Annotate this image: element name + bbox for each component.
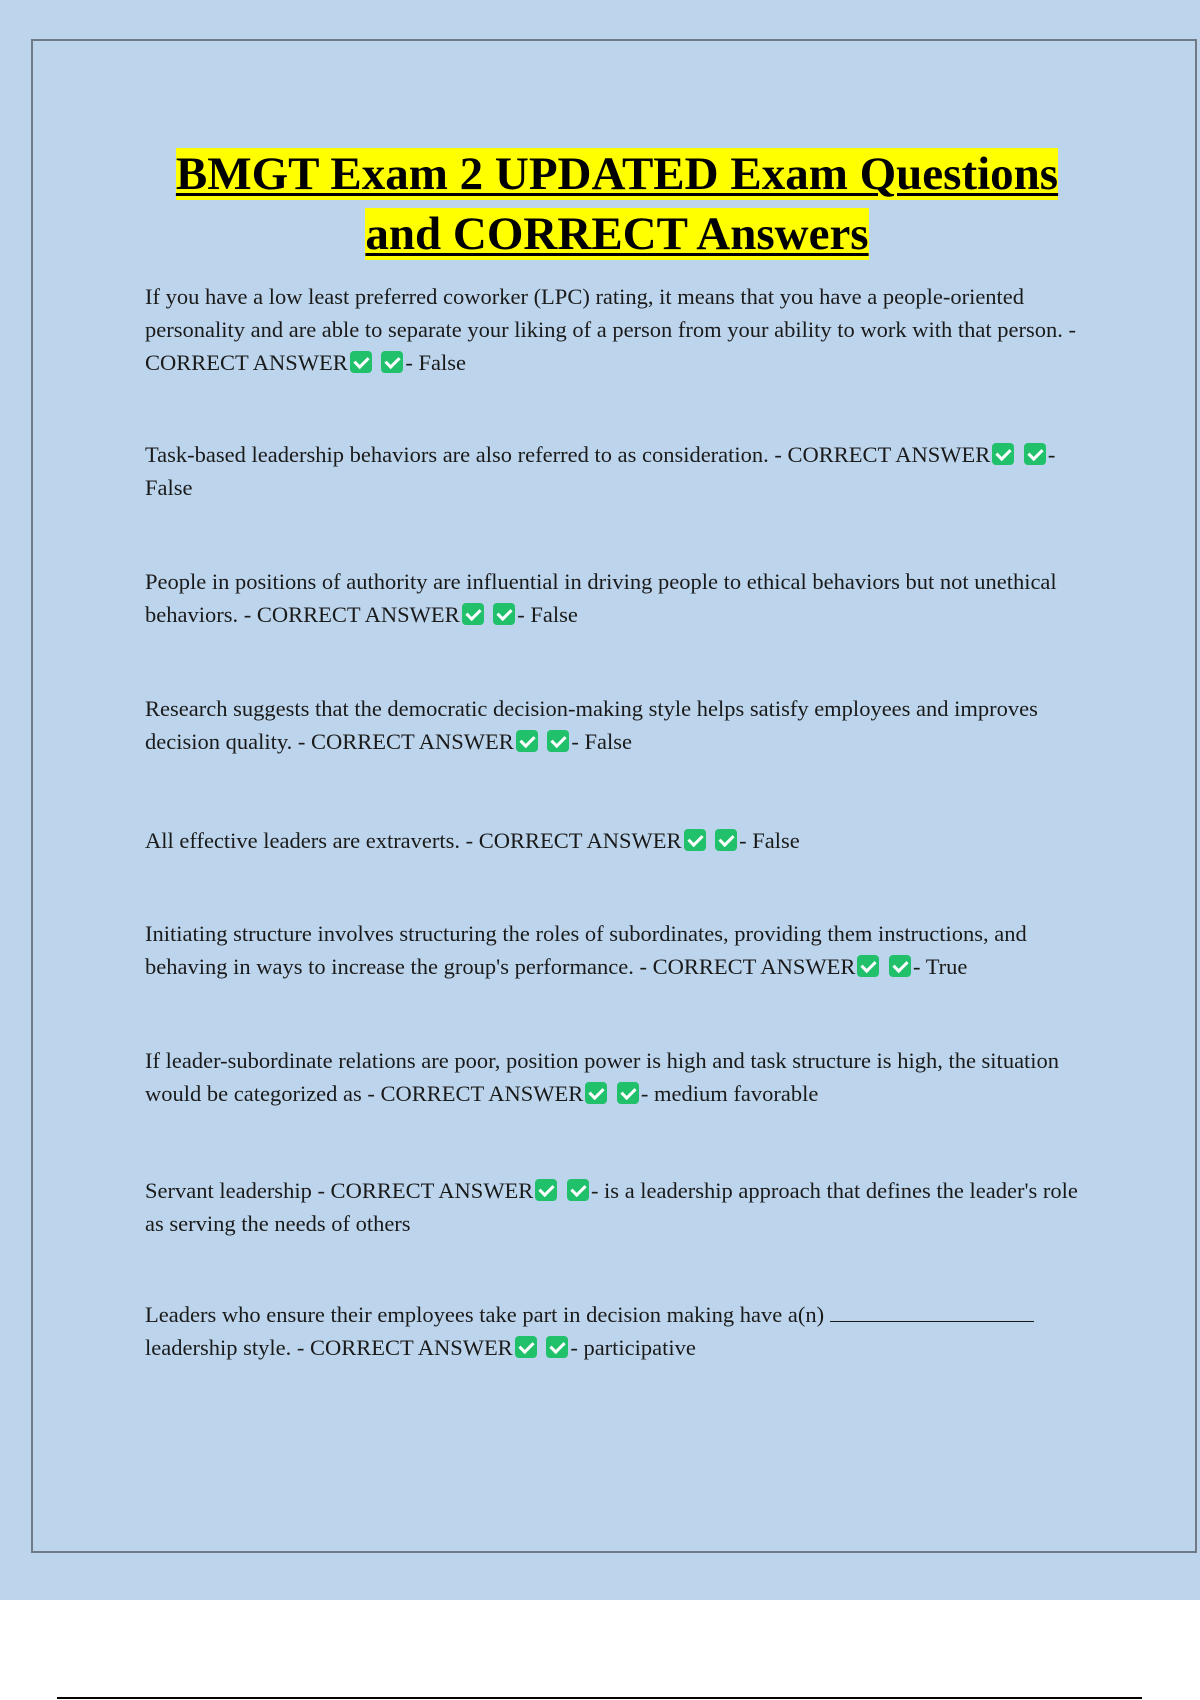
qa-item-2 [145,438,1095,504]
check-mark-icon [567,1179,589,1201]
qa-item-4 [145,692,1095,758]
check-mark-icon [1024,443,1046,465]
footer-divider [57,1697,1142,1699]
check-mark-icon [715,829,737,851]
qa-item-6 [145,917,1095,983]
qa-item-9 [145,1298,1095,1364]
check-mark-icon [547,730,569,752]
answer-text: - medium favorable [640,1081,819,1106]
answer-text: - True [913,954,968,979]
title-line-1: BMGT Exam 2 UPDATED Exam Questions [175,148,1059,200]
check-mark-icon [381,351,403,373]
answer-text: - False [571,729,632,754]
qa-item-5 [145,824,1095,857]
check-mark-icon [535,1179,557,1201]
question-text: All effective leaders are extraverts. - CORRECT ANSWER [145,828,682,853]
question-text: If leader-subordinate relations are poor, position power is high and task structure is high, the situation would be categorized as - CORRECT ANSWER [145,1048,1060,1106]
check-mark-icon [585,1082,607,1104]
check-mark-icon [515,1336,537,1358]
answer-text: - participative [570,1335,696,1360]
question-text: People in positions of authority are influential in driving people to ethical behaviors but not unethical behaviors. - CORRECT ANSWER [145,569,1057,627]
check-mark-icon [546,1336,568,1358]
check-mark-icon [857,955,879,977]
qa-item-7 [145,1044,1095,1110]
check-mark-icon [516,730,538,752]
answer-text: - is a leadership approach that defines the leader's role as serving the needs of others [145,1178,1078,1236]
title-line-2: and CORRECT Answers [365,208,869,260]
check-mark-icon [684,829,706,851]
question-text: Research suggests that the democratic decision-making style helps satisfy employees and improves decision quality. - CORRECT ANSWER [145,696,1038,754]
question-text: If you have a low least preferred coworker (LPC) rating, it means that you have a people-oriented personality and are able to separate your liking of a person from your ability to work with that person. - CORRECT ANSWER [145,284,1076,375]
answer-text: - False [145,442,1056,500]
check-mark-icon [462,603,484,625]
check-mark-icon [493,603,515,625]
qa-item-3 [145,565,1095,631]
question-text: Leaders who ensure their employees take part in decision making have a(n) [145,1302,825,1327]
check-mark-icon [889,955,911,977]
document-title [120,144,1114,264]
check-mark-icon [350,351,372,373]
qa-item-1 [145,280,1095,379]
check-mark-icon [992,443,1014,465]
qa-item-8 [145,1174,1095,1240]
fill-in-blank-line [830,1301,1034,1322]
answer-text: - False [405,350,466,375]
question-text: Task-based leadership behaviors are also referred to as consideration. - CORRECT ANSWER [145,442,991,467]
question-text-continued: leadership style. - CORRECT ANSWER [145,1335,513,1360]
question-text: Servant leadership - CORRECT ANSWER [145,1178,534,1203]
question-text: Initiating structure involves structuring the roles of subordinates, providing them instructions, and behaving in ways to increase the group's performance. - CORRECT ANSWER [145,921,1027,979]
answer-text: - False [739,828,800,853]
check-mark-icon [617,1082,639,1104]
answer-text: - False [517,602,578,627]
